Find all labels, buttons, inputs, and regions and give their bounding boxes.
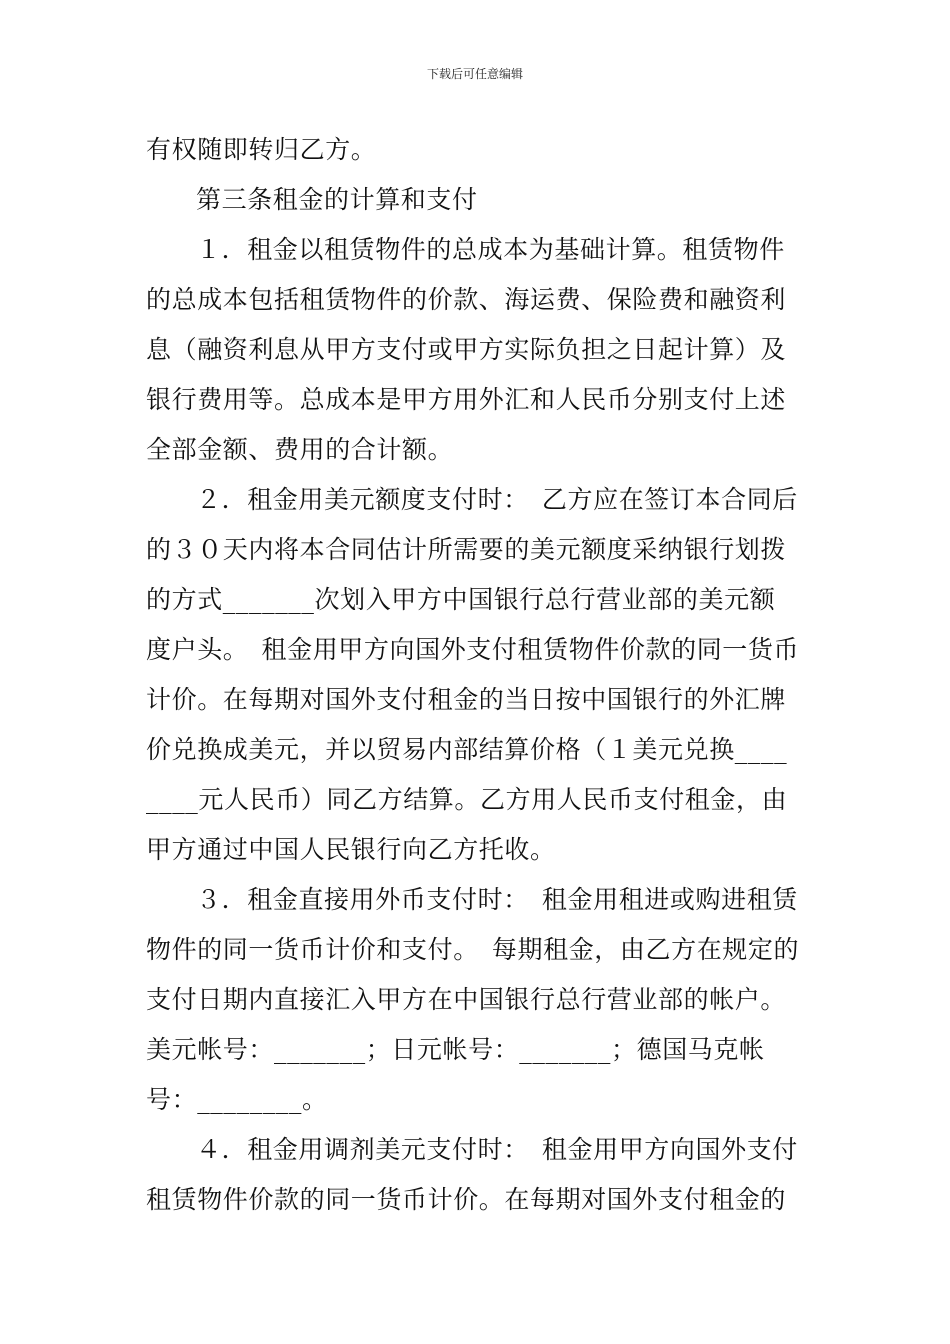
paragraph-line: 物件的同一货币计价和支付。 每期租金，由乙方在规定的 <box>146 935 800 964</box>
paragraph-line: 甲方通过中国人民银行向乙方托收。 <box>146 835 556 864</box>
paragraph-line: ____元人民币）同乙方结算。乙方用人民币支付租金，由 <box>146 785 788 814</box>
paragraph-line: 有权随即转归乙方。 <box>146 135 377 164</box>
paragraph-line: 价兑换成美元，并以贸易内部结算价格（１美元兑换____ <box>146 735 788 764</box>
paragraph-line: 的３０天内将本合同估计所需要的美元额度采纳银行划拨 <box>146 535 787 564</box>
paragraph-line: ４．租金用调剂美元支付时： 租金用甲方向国外支付 <box>196 1135 798 1164</box>
paragraph-line: 银行费用等。总成本是甲方用外汇和人民币分别支付上述 <box>146 385 787 414</box>
paragraph-line: 美元帐号：_______；日元帐号：_______；德国马克帐 <box>146 1035 765 1064</box>
paragraph-line: ３．租金直接用外币支付时： 租金用租进或购进租赁 <box>196 885 798 914</box>
paragraph-line: 支付日期内直接汇入甲方在中国银行总行营业部的帐户。 <box>146 985 787 1014</box>
paragraph-line: 租赁物件价款的同一货币计价。在每期对国外支付租金的 <box>146 1185 787 1214</box>
paragraph-line: 号：________。 <box>146 1085 328 1114</box>
paragraph-line: 度户头。 租金用甲方向国外支付租赁物件价款的同一货币 <box>146 635 800 664</box>
paragraph-line: １．租金以租赁物件的总成本为基础计算。租赁物件 <box>196 235 785 264</box>
paragraph-line: 的方式_______次划入甲方中国银行总行营业部的美元额 <box>146 585 776 614</box>
paragraph-line: 计价。在每期对国外支付租金的当日按中国银行的外汇牌 <box>146 685 787 714</box>
paragraph-line: 全部金额、费用的合计额。 <box>146 435 454 464</box>
paragraph-line: 息（融资利息从甲方支付或甲方实际负担之日起计算）及 <box>146 335 787 364</box>
paragraph-line: ２．租金用美元额度支付时： 乙方应在签订本合同后 <box>196 485 798 514</box>
section-heading: 第三条租金的计算和支付 <box>196 185 478 214</box>
paragraph-line: 的总成本包括租赁物件的价款、海运费、保险费和融资利 <box>146 285 787 314</box>
page-header: 下载后可任意编辑 <box>426 67 523 81</box>
